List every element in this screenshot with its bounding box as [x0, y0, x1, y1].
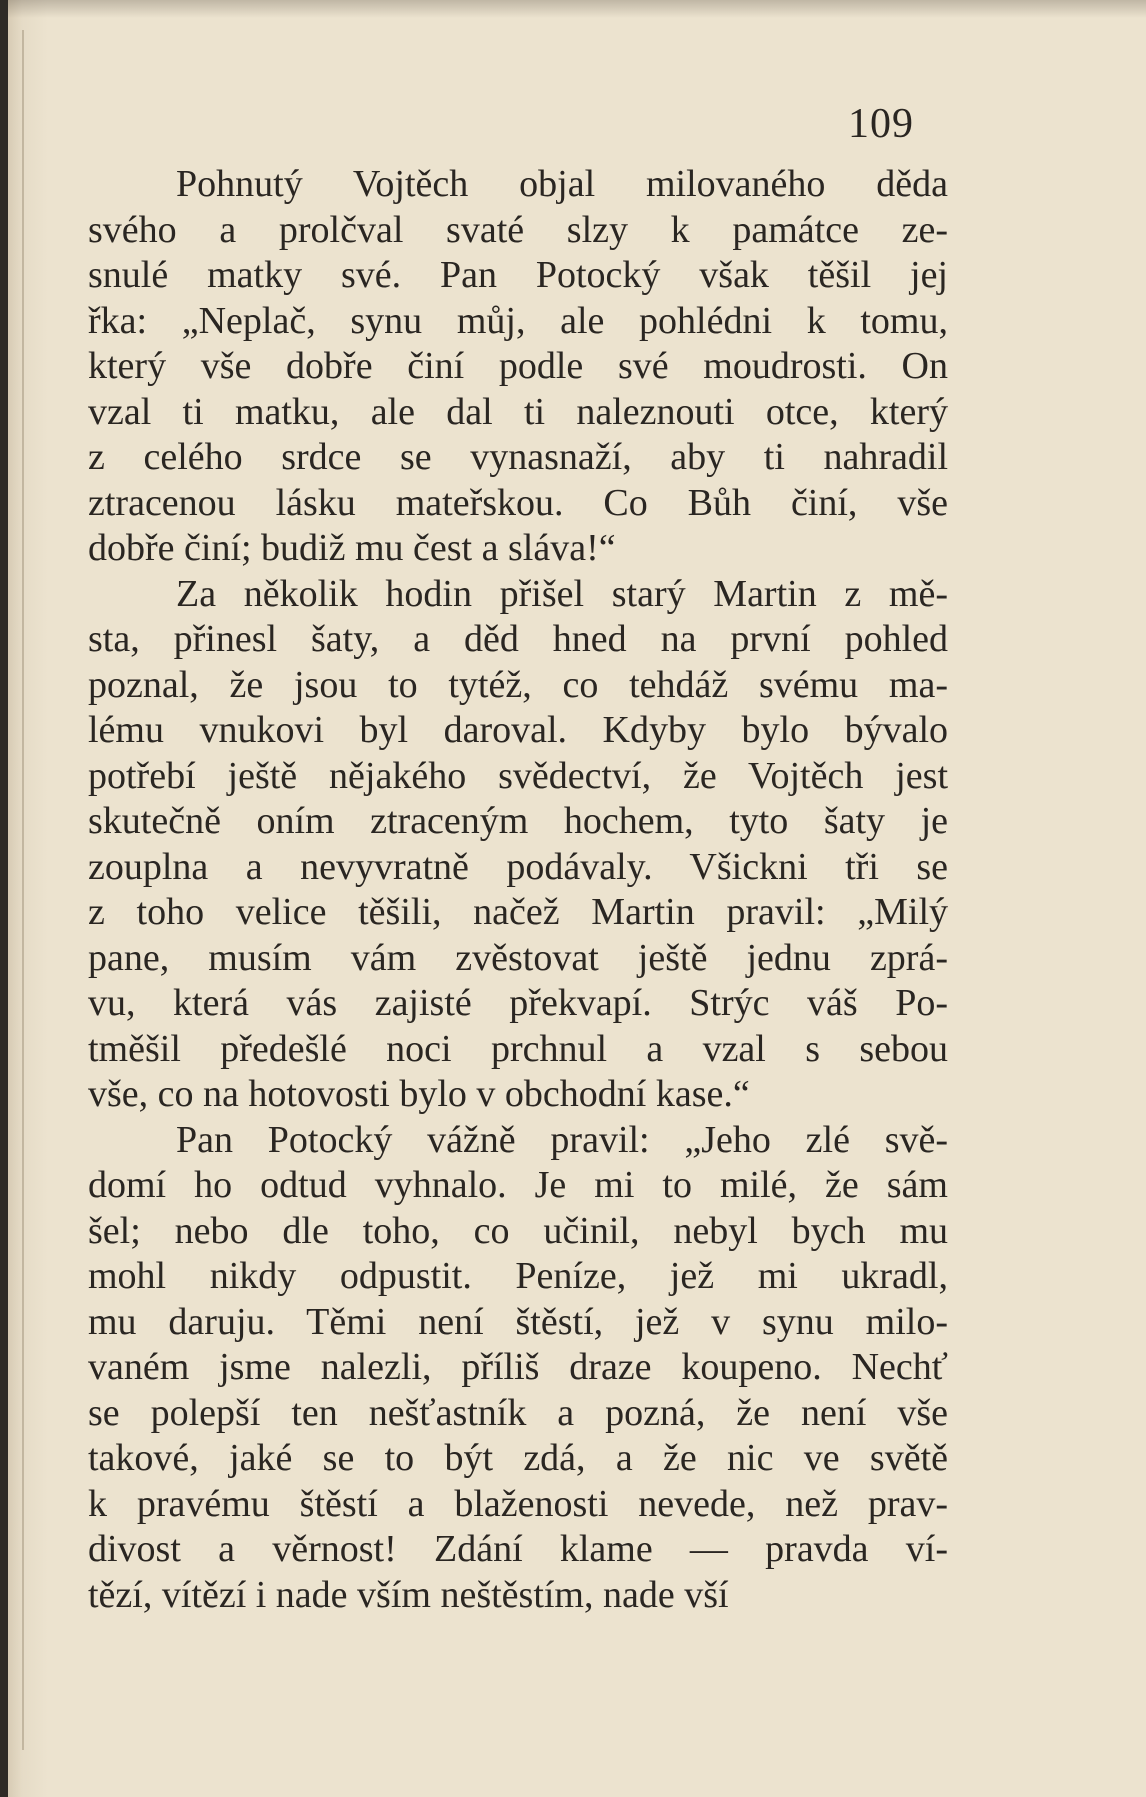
text-line: poznal, že jsou to tytéž, co tehdáž svému ma- — [88, 663, 948, 706]
text-line: tměšil předešlé noci prchnul a vzal s sebou — [88, 1027, 948, 1070]
text-line: ztracenou lásku mateřskou. Co Bůh činí, vše — [88, 481, 948, 524]
text-line: se polepší ten nešťastník a pozná, že není vše — [88, 1391, 948, 1434]
text-line: potřebí ještě nějakého svědectví, že Vojtěch jest — [88, 754, 948, 797]
page-number: 109 — [848, 101, 914, 147]
text-line: Pohnutý Vojtěch objal milovaného děda — [176, 163, 948, 205]
text-line: z toho velice těšili, načež Martin pravil: „Milý — [88, 891, 948, 933]
text-line: dobře činí; budiž mu čest a sláva!“ — [88, 527, 616, 569]
top-edge-shadow — [8, 0, 1146, 18]
text-line: sta, přinesl šaty, a děd hned na první pohled — [88, 618, 948, 660]
body-text — [88, 162, 948, 1618]
text-line: který vše dobře činí podle své moudrosti. On — [88, 345, 948, 387]
text-line: vše, co na hotovosti bylo v obchodní kase.“ — [88, 1073, 750, 1115]
text-line: lému vnukovi byl daroval. Kdyby bylo bývalo — [88, 709, 948, 751]
text-line: mohl nikdy odpustit. Peníze, jež mi ukradl, — [88, 1255, 948, 1297]
text-line: z celého srdce se vynasnaží, aby ti nahradil — [88, 436, 948, 478]
text-line: vu, která vás zajisté překvapí. Strýc váš Po- — [88, 982, 948, 1024]
spine-edge — [22, 30, 24, 1750]
text-line: skutečně oním ztraceným hochem, tyto šaty je — [88, 800, 948, 842]
text-line: Pan Potocký vážně pravil: „Jeho zlé svě- — [176, 1118, 948, 1161]
text-line: takové, jaké se to být zdá, a že nic ve světě — [88, 1437, 948, 1479]
text-line: divost a věrnost! Zdání klame — pravda ví- — [88, 1528, 948, 1570]
text-line: k pravému štěstí a blaženosti nevede, než prav- — [88, 1482, 948, 1525]
text-line: šel; nebo dle toho, co učinil, nebyl bych mu — [88, 1209, 948, 1252]
text-line: tězí, vítězí i nade vším neštěstím, nade vší — [88, 1573, 729, 1616]
text-line: pane, musím vám zvěstovat ještě jednu zprá- — [88, 936, 948, 979]
text-line: řka: „Neplač, synu můj, ale pohlédni k tomu, — [88, 299, 948, 342]
text-line: mu daruju. Těmi není štěstí, jež v synu milo- — [88, 1300, 948, 1343]
text-line: domí ho odtud vyhnalo. Je mi to milé, že sám — [88, 1164, 948, 1206]
book-page — [8, 0, 1146, 1797]
text-line: vaném jsme nalezli, příliš draze koupeno. Nechť — [88, 1346, 948, 1388]
text-line: vzal ti matku, ale dal ti naleznouti otce, který — [88, 390, 948, 433]
text-line: Za několik hodin přišel starý Martin z mě- — [176, 572, 948, 615]
text-line: svého a prolčval svaté slzy k památce ze- — [88, 208, 948, 251]
text-line: zouplna a nevyvratně podávaly. Všickni tři se — [88, 845, 948, 888]
text-line: snulé matky své. Pan Potocký však těšil jej — [88, 254, 948, 296]
